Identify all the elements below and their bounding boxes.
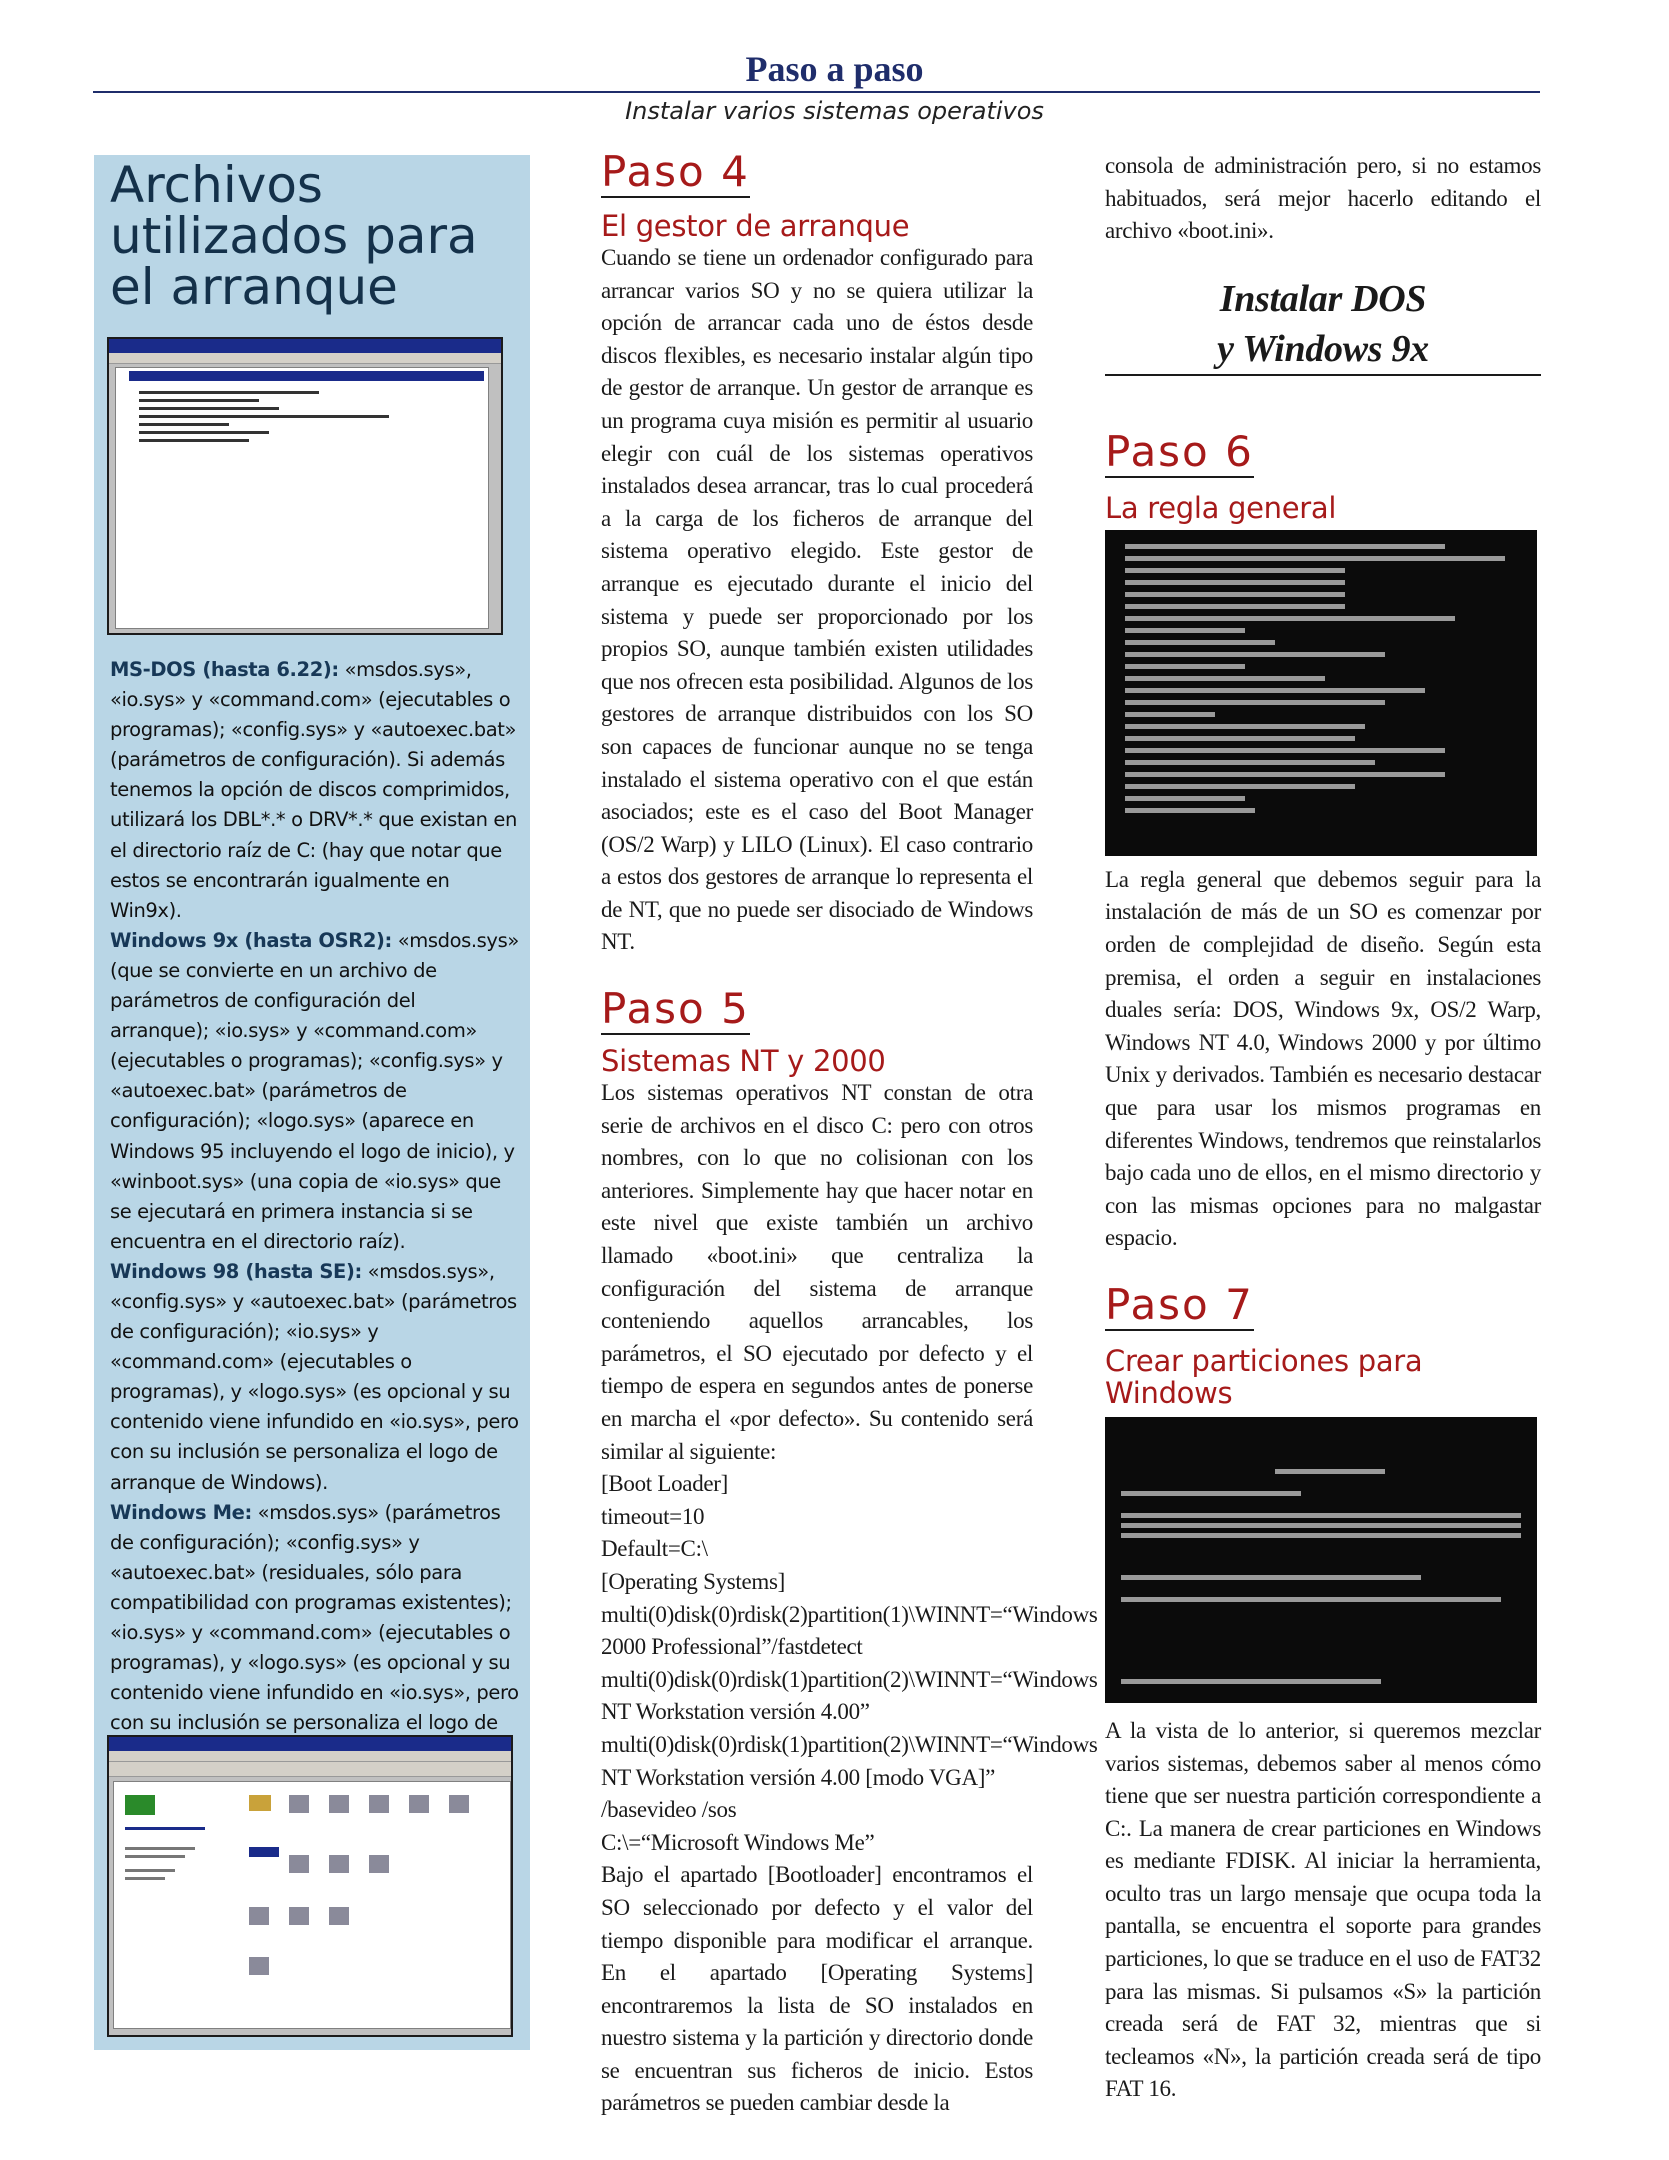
page-subtitle: Instalar varios sistemas operativos (625, 97, 1044, 125)
paso4-subtitle: El gestor de arranque (601, 209, 910, 243)
code-line: multi(0)disk(0)rdisk(2)partition(1)\WINNT=“Windows 2000 Professional”/fastdetect (601, 1601, 1098, 1660)
code-line: multi(0)disk(0)rdisk(1)partition(2)\WINNT=“Windows NT Workstation versión 4.00 [modo VGA]” /basevideo /sos (601, 1731, 1098, 1823)
entry-text: «msdos.sys» (parámetros de configuración); «config.sys» y «autoexec.bat» (residuales, sólo para compatibilidad con programas existentes); «io.sys» y «command.com» (ejecutables o programas), y «logo.sys» (es opcional y su contenido viene infundido en «io.sys», pero con su inclusión se personaliza el logo de (110, 1500, 519, 1735)
paso7-heading: Paso 7 (1105, 1279, 1254, 1329)
config-sys-screenshot (107, 337, 503, 635)
entry-lead: Windows 9x (hasta OSR2): (110, 928, 392, 952)
code-line: [Operating Systems] (601, 1568, 786, 1594)
sidebar-entry (110, 926, 520, 1257)
explorer-screenshot (107, 1735, 513, 2037)
paso7-subtitle: Crear particiones para Windows (1105, 1343, 1423, 1410)
section-heading (1105, 274, 1541, 374)
paso6-body: La regla general que debemos seguir para la instalación de más de un SO es comenzar por orden de complejidad de diseño. Según esta premisa, el orden a seguir en instalaciones duales sería: DOS, Windows 9x, OS/2 Warp, Windows NT 4.0, Windows 2000 y por último Unix y derivados. También es necesario destacar que para usar los mismos programas en diferentes Windows, tendremos que reinstalarlos bajo cada uno de ellos, en el mismo directorio y con las mismas opciones para no malgastar espacio. (1105, 866, 1541, 1251)
paso5-subtitle: Sistemas NT y 2000 (601, 1044, 886, 1079)
column-2 (601, 147, 1098, 2120)
entry-lead: Windows Me: (110, 1500, 252, 1524)
paso4-body: Cuando se tiene un ordenador configurado para arrancar varios SO y no se quiera utilizar la opción de arrancar cada uno de éstos desde discos flexibles, es necesario instalar algún tipo de gestor de arranque. Un gestor de arranque es un programa cuya misión es permitir al usuario elegir con cuál de los sistemas operativos instalados desea arrancar, tras lo cual procederá a la carga de los ficheros de arranque del sistema operativo elegido. Este gestor de arranque es ejecutado durante el inicio del sistema y puede ser proporcionado por los propios SO, aunque también existen utilidades que nos ofrecen esta posibilidad. Algunos de los gestores de arranque distribuidos con los SO son capaces de funcionar aunque no se tenga instalado el sistema operativo con el que están asociados; este es el caso del Boot Manager (OS/2 Warp) y LILO (Linux). El caso contrario a estos dos gestores de arranque lo representa el de NT, que no puede ser disociado de Windows NT. (601, 245, 1033, 955)
continuation-text: consola de administración pero, si no estamos habituados, será mejor hacerlo editando el archivo «boot.ini». (1105, 153, 1541, 244)
sidebar-entry (110, 655, 520, 926)
column-3 (1105, 150, 1541, 2106)
paso4-heading: Paso 4 (601, 147, 750, 196)
code-line: Default=C:\ (601, 1536, 708, 1562)
linux-boot-screenshot (1105, 530, 1537, 856)
entry-lead: MS-DOS (hasta 6.22): (110, 658, 339, 681)
paso6-heading: Paso 6 (1105, 426, 1254, 476)
paso5-body: Los sistemas operativos NT constan de otra serie de archivos en el disco C: pero con otros nombres, con lo que no colisionan con los anteriores. Simplemente hay que hacer notar en este nivel que existe también un archivo llamado «boot.ini» que centraliza la configuración del sistema de arranque conteniendo aquellos arrancables, los parámetros, el SO ejecutado por defecto y el tiempo de espera en segundos antes de ponerse en marcha el «por defecto». Su contenido será similar al siguiente: (601, 1080, 1033, 1464)
code-line: multi(0)disk(0)rdisk(1)partition(2)\WINNT=“Windows NT Workstation versión 4.00” (601, 1666, 1098, 1725)
code-line: [Boot Loader] (601, 1471, 729, 1497)
sidebar-title: Archivos utilizados para el arranque (110, 156, 478, 316)
section-heading-line: y Windows 9x (1217, 327, 1429, 370)
entry-text: «msdos.sys» (que se convierte en un archivo de parámetros de configuración del arranque); «io.sys» y «command.com» (ejecutables o programas); «config.sys» y «autoexec.bat» (parámetros de configuración); «logo.sys» (aparece en Windows 95 incluyendo el logo de inicio), y «winboot.sys» (una copia de «io.sys» que se ejecutará en primera instancia si se encuentra en el directorio raíz). (110, 928, 519, 1253)
sidebar-entry (110, 1498, 520, 1769)
entry-lead: Windows 98 (hasta SE): (110, 1259, 362, 1283)
header-rule (93, 91, 1540, 93)
sidebar-entry (110, 1257, 520, 1498)
paso7-body: A la vista de lo anterior, si queremos mezclar varios sistemas, debemos saber al menos cómo tiene que ser nuestra partición correspondiente a C:. La manera de crear particiones en Windows es mediante FDISK. Al iniciar la herramienta, oculto tras un largo mensaje que ocupa toda la pantalla, se encuentra el soporte para grandes particiones, lo que se traduce en el uso de FAT32 para las mismas. Si pulsamos «S» la partición creada será de FAT 32, mientras que si tecleamos «N», la partición creada será de tipo FAT 16. (1105, 1717, 1541, 2102)
entry-text: «msdos.sys», «io.sys» y «command.com» (ejecutables o programas); «config.sys» y «autoexec.bat» (parámetros de configuración). Si además tenemos la opción de discos comprimidos, utilizará los DBL*.* o DRV*.* que existan en el directorio raíz de C: (hay que notar que estos se encontrarán igualmente en Win9x). (110, 658, 517, 922)
paso5-body-continued: Bajo el apartado [Bootloader] encontramos el SO seleccionado por defecto y el valor del tiempo disponible para modificar el arranque. En el apartado [Operating Systems] encontraremos la lista de SO instalados en nuestro sistema y la partición y directorio donde se encuentran sus ficheros de inicio. Estos parámetros se pueden cambiar desde la (601, 1862, 1033, 2116)
paso5-heading: Paso 5 (601, 984, 750, 1034)
sidebar-text (110, 655, 520, 1768)
paso6-subtitle: La regla general (1105, 490, 1337, 525)
code-line: C:\=“Microsoft Windows Me” (601, 1829, 875, 1855)
section-heading-rule (1105, 374, 1541, 376)
fdisk-screenshot (1105, 1417, 1537, 1703)
entry-text: «msdos.sys», «config.sys» y «autoexec.bat» (parámetros de configuración); «io.sys» y «command.com» (ejecutables o programas), y «logo.sys» (es opcional y su contenido viene infundido en «io.sys», pero con su inclusión se personaliza el logo de arranque de Windows). (110, 1259, 519, 1494)
section-heading-line: Instalar DOS (1219, 277, 1427, 320)
section-title: Paso a paso (745, 49, 924, 89)
code-line: timeout=10 (601, 1503, 705, 1529)
